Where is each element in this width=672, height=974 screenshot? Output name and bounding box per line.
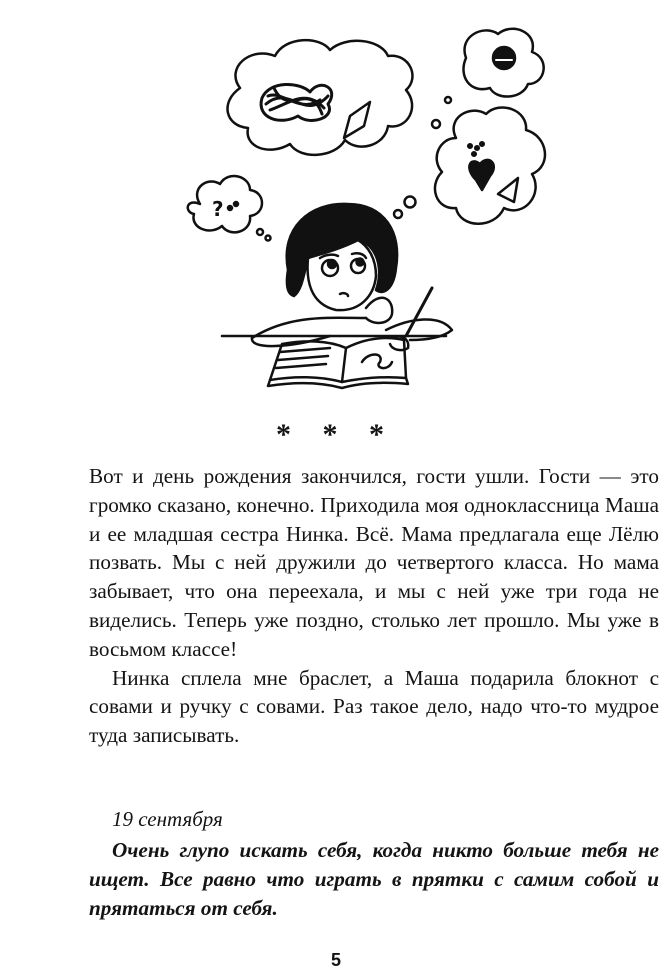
page-number: 5 [330,950,341,970]
thought-cloud-scribble [228,40,413,155]
paragraph: Нинка сплела мне браслет, а Маша подарила блокнот с совами и ручку с совами. Раз такое дело, надо что-то мудрое туда записывать. [89,665,659,748]
thought-cloud-dot [463,29,543,97]
diary-date: 19 сентября [112,807,223,831]
paragraph: Вот и день рождения закончился, гости ушли. Гости — это громко сказано, конечно. Приходила моя одноклассница Маша и ее младшая сестра Нинка. Всё. Мама предлагала еще Лёлю позвать. Мы с ней дружили до четвертого класса. Но мама забывает, что она переехала, и мы с ней уже три года не виделись. Теперь уже поздно, столько лет прошло. Мы уже в восьмом классе! [89,464,659,661]
section-separator: * * * [276,418,396,451]
girl-figure [252,204,452,350]
main-text [89,462,659,750]
thought-cloud-heart [435,107,545,223]
svg-text:?: ? [212,197,224,221]
thought-cloud-question [188,176,262,232]
diary-entry: Очень глупо искать себя, когда никто больше тебя не ищет. Все равно что играть в прятки с самим собой и прятаться от себя. [89,838,659,920]
girl-thinking-illustration [170,18,560,390]
